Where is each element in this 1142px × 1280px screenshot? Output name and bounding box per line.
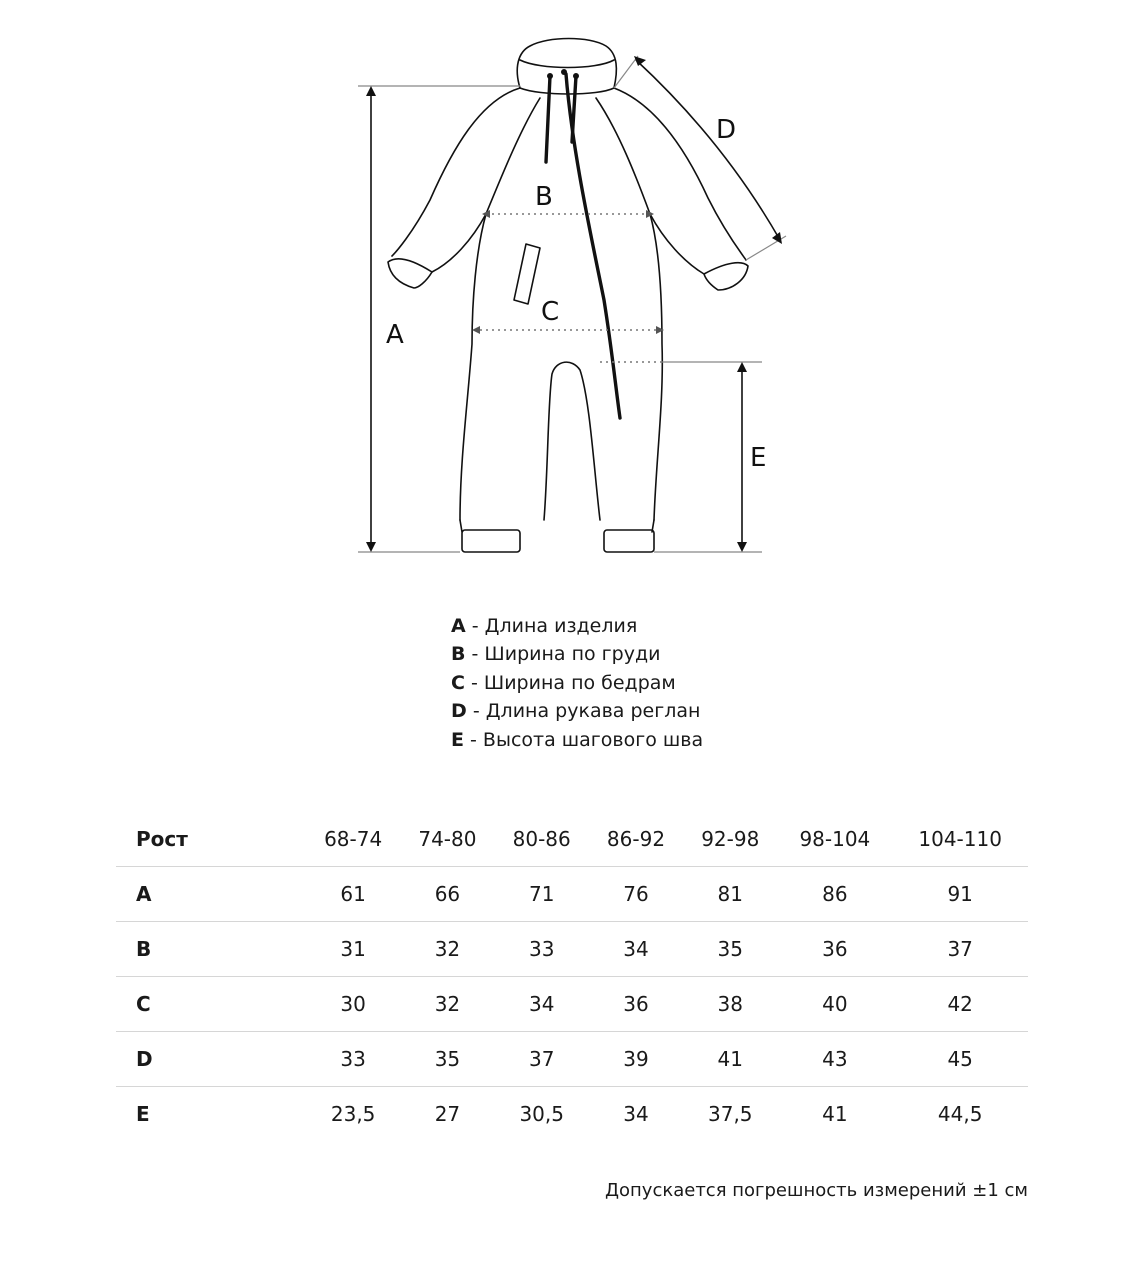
column-header: 104-110	[918, 827, 1002, 851]
measurement-legend	[451, 612, 703, 754]
legend-key: E	[451, 728, 464, 751]
table-cell: 32	[400, 977, 494, 1032]
table-cell: 34	[589, 922, 683, 977]
left-cuff	[388, 259, 432, 288]
table-cell: 44,5	[892, 1087, 1028, 1142]
table-cell: 34	[495, 977, 589, 1032]
table-row	[116, 922, 1028, 977]
table-cell: 39	[589, 1032, 683, 1087]
pocket	[514, 244, 540, 304]
table-row	[116, 1087, 1028, 1142]
table-cell: 31	[306, 922, 400, 977]
torso-right	[650, 214, 662, 520]
drawstring-left	[546, 76, 550, 162]
table-cell: 37,5	[683, 1087, 777, 1142]
measurement-tolerance-note: Допускается погрешность измерений ±1 см	[604, 1180, 1028, 1201]
table-cell: 30	[306, 977, 400, 1032]
table-cell: 23,5	[306, 1087, 400, 1142]
table-cell: 32	[400, 922, 494, 977]
table-row	[116, 1032, 1028, 1087]
right-leg-cuff	[604, 530, 654, 552]
table-cell: 36	[589, 977, 683, 1032]
left-sleeve-inner	[432, 98, 540, 272]
table-cell: 35	[400, 1032, 494, 1087]
row-label: C	[116, 977, 306, 1032]
legend-key: C	[451, 671, 465, 694]
row-label: E	[116, 1087, 306, 1142]
column-header: 74-80	[418, 827, 477, 851]
column-header: 68-74	[324, 827, 383, 851]
table-cell: 41	[777, 1087, 892, 1142]
legend-text: - Ширина по груди	[465, 643, 661, 666]
left-sleeve	[392, 88, 520, 256]
table-cell: 40	[777, 977, 892, 1032]
table-cell: 37	[892, 922, 1028, 977]
table-cell: 45	[892, 1032, 1028, 1087]
dimension-label-d: D	[716, 115, 737, 145]
left-leg-cuff	[462, 530, 520, 552]
right-cuff	[704, 263, 748, 290]
row-label: A	[116, 867, 306, 922]
column-header: 86-92	[606, 827, 666, 851]
table-cell: 86	[777, 867, 892, 922]
size-table	[116, 812, 1028, 1141]
row-label: D	[116, 1032, 306, 1087]
table-cell: 37	[495, 1032, 589, 1087]
table-cell: 81	[683, 867, 777, 922]
legend-item-a	[451, 612, 703, 640]
column-header: 98-104	[799, 827, 871, 851]
column-header: 80-86	[512, 827, 571, 851]
column-header: 92-98	[701, 827, 760, 851]
legend-item-c	[451, 669, 703, 697]
table-cell: 76	[589, 867, 683, 922]
table-cell: 43	[777, 1032, 892, 1087]
table-cell: 42	[892, 977, 1028, 1032]
legend-text: - Длина рукава реглан	[466, 700, 701, 723]
crotch	[544, 362, 600, 520]
legend-key: B	[451, 643, 466, 666]
table-cell: 33	[495, 922, 589, 977]
row-label: B	[116, 922, 306, 977]
legend-item-b	[451, 640, 703, 668]
table-cell: 91	[892, 867, 1028, 922]
height-header: Рост	[136, 827, 188, 851]
dimension-label-b: B	[535, 182, 553, 212]
drawstring-right	[572, 76, 576, 142]
table-cell: 33	[306, 1032, 400, 1087]
dimension-label-e: E	[750, 443, 767, 473]
legend-key: D	[451, 700, 467, 723]
table-cell: 38	[683, 977, 777, 1032]
size-table-header-row	[116, 812, 1028, 867]
table-row	[116, 977, 1028, 1032]
table-row	[116, 867, 1028, 922]
table-cell: 27	[400, 1087, 494, 1142]
dimension-label-a: A	[386, 320, 404, 350]
table-cell: 41	[683, 1032, 777, 1087]
legend-text: - Высота шагового шва	[463, 728, 704, 751]
d-top-guide	[614, 56, 638, 88]
legend-item-e	[451, 726, 703, 754]
dimension-label-c: C	[541, 297, 560, 327]
right-sleeve-inner	[596, 98, 704, 274]
table-cell: 71	[495, 867, 589, 922]
table-cell: 61	[306, 867, 400, 922]
hood-rim	[520, 60, 614, 68]
legend-item-d	[451, 697, 703, 725]
legend-text: - Длина изделия	[465, 615, 638, 637]
table-cell: 35	[683, 922, 777, 977]
table-cell: 36	[777, 922, 892, 977]
table-cell: 34	[589, 1087, 683, 1142]
left-pant-leg	[460, 520, 462, 532]
legend-text: - Ширина по бедрам	[464, 671, 676, 694]
table-cell: 30,5	[495, 1087, 589, 1142]
d-dimension-line	[636, 60, 780, 240]
legend-key: A	[451, 615, 466, 637]
jumpsuit-measurement-diagram	[0, 0, 1142, 600]
table-cell: 66	[400, 867, 494, 922]
torso-left	[460, 214, 486, 520]
